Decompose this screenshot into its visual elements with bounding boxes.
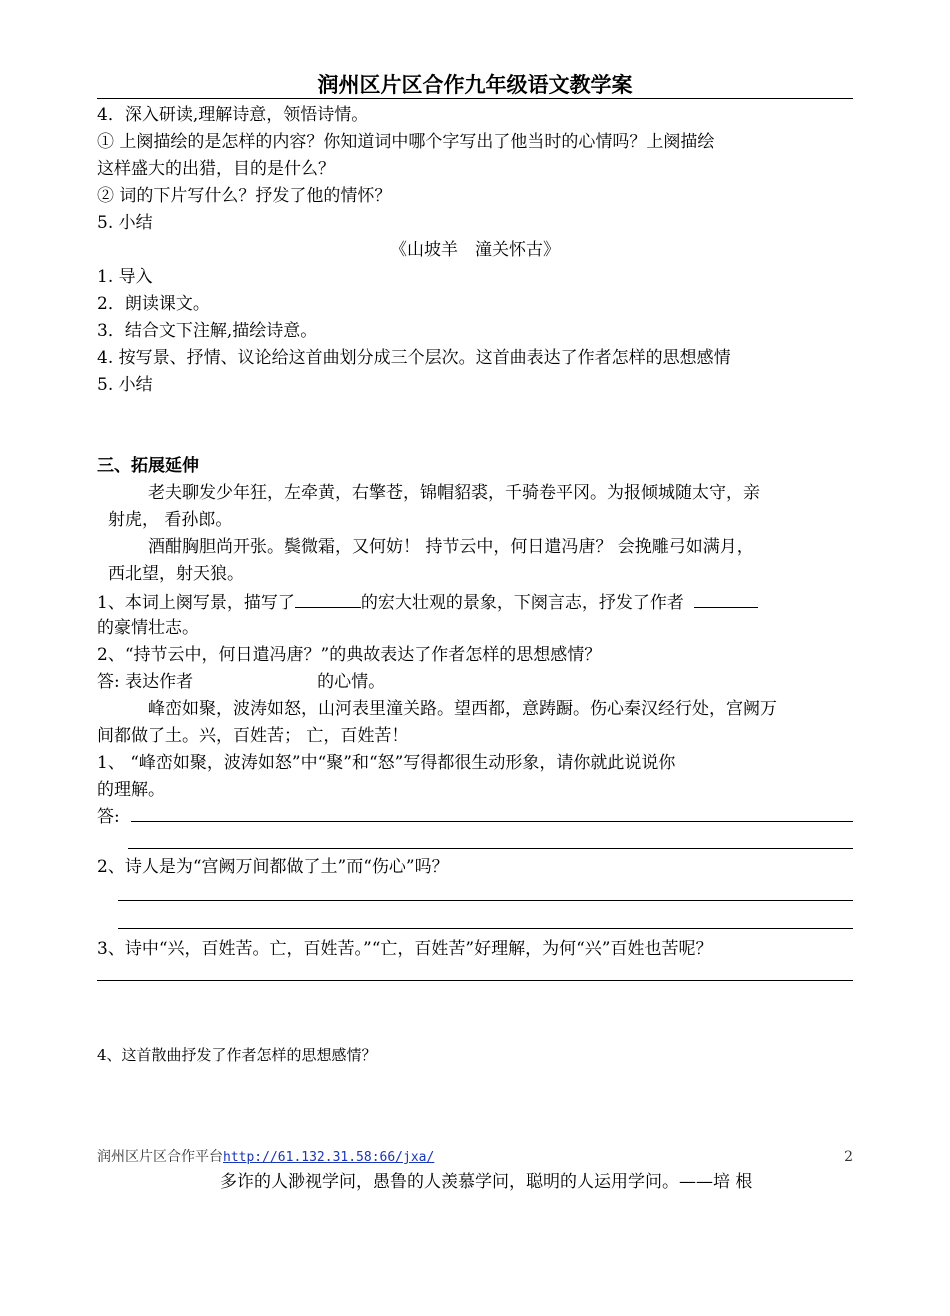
answer-label: 答: xyxy=(97,807,120,827)
section-heading: 三、拓展延伸 xyxy=(97,456,199,476)
question-2: ② 词的下片写什么？抒发了他的情怀？ xyxy=(97,186,392,206)
section2-item: 3．结合文下注解,描绘诗意。 xyxy=(97,321,318,341)
footer-quote: 多诈的人渺视学问，愚鲁的人羡慕学问，聪明的人运用学问。——培 根 xyxy=(220,1172,753,1192)
poem-title: 《山坡羊 潼关怀古》 xyxy=(390,240,560,260)
fill-blank[interactable] xyxy=(694,589,758,608)
question-2: 2、“持节云中，何日遣冯唐？”的典故表达了作者怎样的思想感情？ xyxy=(97,645,602,665)
fill-question-1-line-2: 的豪情壮志。 xyxy=(97,618,199,638)
fill-question-1-part-1: 1、本词上阕写景，描写了 xyxy=(97,593,295,613)
fill-question-1-part-2: 的宏大壮观的景象，下阕言志，抒发了作者 xyxy=(360,593,684,613)
answer-line[interactable] xyxy=(128,848,853,849)
fill-blank[interactable] xyxy=(295,589,361,608)
section2-item: 4. 按写景、抒情、议论给这首曲划分成三个层次。这首曲表达了作者怎样的思想感情 xyxy=(97,348,731,368)
answer-2-part-2: 的心情。 xyxy=(317,672,386,692)
step-4: 4．深入研读,理解诗意，领悟诗情。 xyxy=(97,105,369,125)
section2-item: 5. 小结 xyxy=(97,375,153,395)
poem1-line: 射虎， 看孙郎。 xyxy=(108,510,233,530)
answer-line[interactable] xyxy=(97,980,853,981)
poem-question-1-line-1: 1、 “峰峦如聚，波涛如怒”中“聚”和“怒”写得都很生动形象，请你就此说说你 xyxy=(97,753,676,773)
page-footer xyxy=(97,1147,853,1168)
page-title: 润州区片区合作九年级语文教学案 xyxy=(97,72,853,99)
poem-question-3: 3、诗中“兴，百姓苦。亡，百姓苦。”“亡，百姓苦”好理解，为何“兴”百姓也苦呢？ xyxy=(97,939,713,959)
poem1-line: 西北望，射天狼。 xyxy=(108,564,244,584)
fill-question-1 xyxy=(97,589,758,615)
poem2-line: 峰峦如聚，波涛如怒，山河表里潼关路。望西都，意踌蹰。伤心秦汉经行处，宫阙万 xyxy=(148,699,777,719)
footer-platform: 润州区片区合作平台 xyxy=(97,1149,223,1165)
poem-question-2: 2、诗人是为“宫阙万间都做了土”而“伤心”吗？ xyxy=(97,857,449,877)
poem-question-4: 4、这首散曲抒发了作者怎样的思想感情？ xyxy=(97,1046,377,1064)
poem-question-1-line-2: 的理解。 xyxy=(97,780,165,800)
section2-item: 1. 导入 xyxy=(97,267,153,287)
poem1-line: 酒酣胸胆尚开张。鬓微霜，又何妨！ 持节云中，何日遣冯唐？ 会挽雕弓如满月， xyxy=(148,537,754,557)
question-1-line-2: 这样盛大的出猎，目的是什么？ xyxy=(97,159,335,179)
section2-item: 2．朗读课文。 xyxy=(97,294,210,314)
poem1-line: 老夫聊发少年狂，左牵黄，右擎苍，锦帽貂裘，千骑卷平冈。为报倾城随太守，亲 xyxy=(148,483,760,503)
footer-link[interactable]: http://61.132.31.58:66/jxa/ xyxy=(223,1150,435,1165)
question-1-line-1: ① 上阕描绘的是怎样的内容？你知道词中哪个字写出了他当时的心情吗？上阕描绘 xyxy=(97,132,715,152)
answer-line[interactable] xyxy=(131,821,853,822)
answer-2 xyxy=(97,670,385,694)
page-number: 2 xyxy=(844,1149,853,1165)
step-5: 5. 小结 xyxy=(97,213,153,233)
poem2-line: 间都做了土。兴，百姓苦； 亡，百姓苦！ xyxy=(97,726,409,746)
answer-2-part-1: 答: 表达作者 xyxy=(97,672,194,692)
answer-line[interactable] xyxy=(118,900,853,901)
answer-line[interactable] xyxy=(118,928,853,929)
